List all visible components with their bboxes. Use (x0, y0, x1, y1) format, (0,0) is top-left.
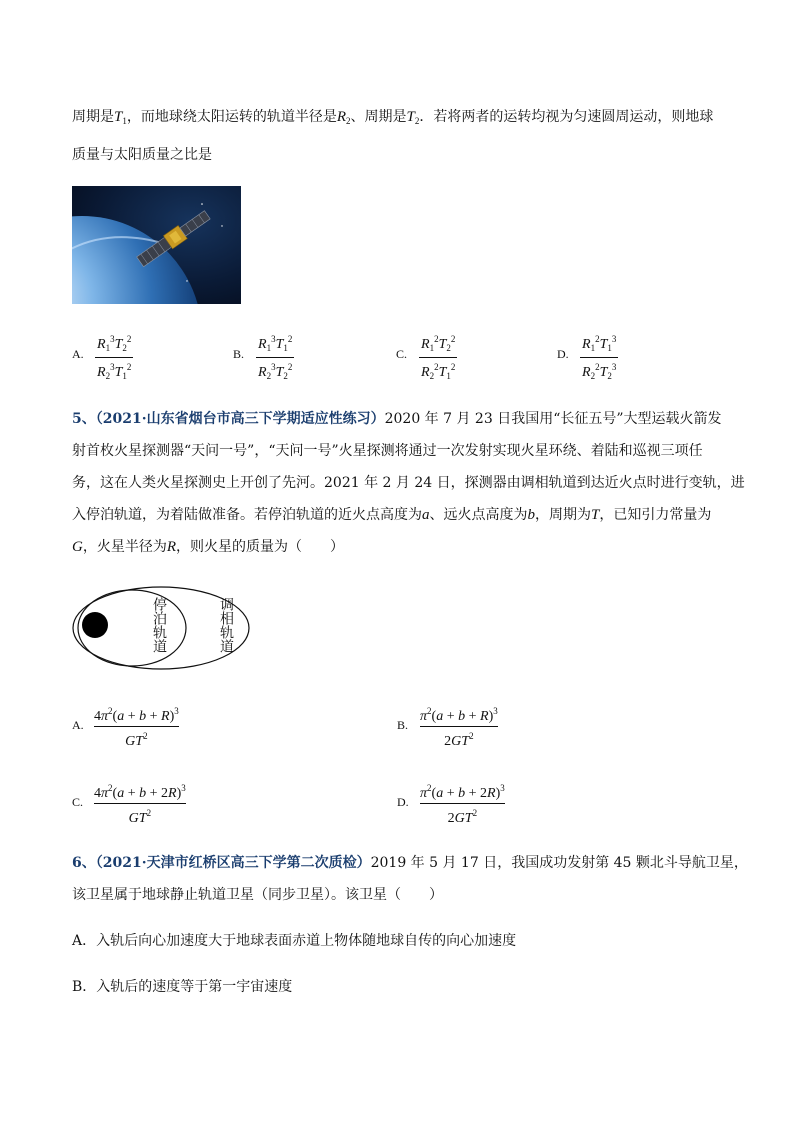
intro-text: 周期是 (72, 109, 114, 125)
q6-option-b: B．入轨后的速度等于第一宇宙速度 (72, 979, 293, 995)
denominator: $R_2^3T_2^2$ (258, 362, 293, 381)
q4-option-b-formula (256, 331, 294, 384)
q5-text: 、远火点高度为 (429, 507, 528, 523)
sub-1: 1 (122, 116, 127, 126)
numerator: $\pi^2(a + b + R)^3$ (420, 706, 498, 724)
satellite-earth-image (72, 186, 241, 304)
q5-option-d-label: D. (397, 795, 409, 809)
fraction-bar (256, 357, 294, 358)
q5-text: ，火星半径为 (82, 539, 167, 555)
var-T: T (406, 109, 415, 125)
var-T: T (114, 109, 123, 125)
intro-line-1 (72, 106, 713, 126)
q5-line-4 (72, 504, 711, 524)
numerator: $R_1^2T_1^3$ (582, 334, 617, 353)
denominator: $GT^2$ (128, 808, 152, 826)
q6-text: 2019 年 5 月 17 日，我国成功发射第 45 颗北斗导航卫星， (370, 855, 748, 871)
q4-option-d-formula (580, 331, 618, 384)
sub-2: 2 (346, 116, 351, 126)
numerator: $R_1^2T_2^2$ (421, 334, 456, 353)
denominator: $R_2^3T_1^2$ (97, 362, 132, 381)
q6-heading: 6、（2021·天津市红桥区高三下学第二次质检） (72, 855, 371, 871)
fraction-bar (95, 357, 133, 358)
fraction-bar (420, 803, 505, 804)
var-T: T (591, 507, 600, 523)
q5-option-c-formula (94, 780, 186, 827)
q6-line-1 (72, 852, 748, 872)
q4-option-d-label: D. (557, 347, 569, 361)
q5-option-b-formula (420, 703, 498, 750)
q5-line-3: 务，这在人类火星探测史上开创了先河。2021 年 2 月 24 日，探测器由调相轨道到达近火点时进行变轨，进 (72, 475, 745, 491)
var-a: a (422, 507, 430, 523)
var-b: b (527, 507, 535, 523)
fraction-bar (419, 357, 457, 358)
q5-line-5 (72, 536, 344, 556)
q4-option-b-label: B. (233, 347, 245, 361)
fraction-bar (420, 726, 498, 727)
fraction-bar (94, 726, 179, 727)
q4-option-a-formula (95, 331, 133, 384)
fraction-bar (94, 803, 186, 804)
q5-option-a-label: A. (72, 718, 84, 732)
q5-option-b-label: B. (397, 718, 409, 732)
q5-text: ，周期为 (535, 507, 591, 523)
var-R: R (166, 539, 177, 555)
q4-option-c-label: C. (396, 347, 408, 361)
numerator: $R_1^3T_2^2$ (97, 334, 132, 353)
denominator: $2GT^2$ (444, 731, 474, 749)
q5-text: ，则火星的质量为（ ） (176, 539, 345, 555)
q5-option-d-formula (420, 780, 505, 827)
numerator: $\pi^2(a + b + 2R)^3$ (420, 783, 505, 801)
intro-text: 、周期是 (350, 109, 407, 125)
fraction-bar (580, 357, 618, 358)
numerator: $R_1^3T_1^2$ (258, 334, 293, 353)
intro-text: ．若将两者的运转均视为匀速圆周运动，则地球 (419, 109, 714, 125)
parking-orbit-label: 停泊轨道 (151, 597, 167, 653)
intro-text: ，而地球绕太阳运转的轨道半径是 (126, 109, 337, 125)
var-R: R (336, 109, 347, 125)
q6-option-a: A．入轨后向心加速度大于地球表面赤道上物体随地球自传的向心加速度 (72, 933, 517, 949)
q4-option-a-label: A. (72, 347, 84, 361)
transfer-orbit-label: 调相轨道 (218, 597, 234, 653)
q4-option-c-formula (419, 331, 457, 384)
denominator: $2GT^2$ (447, 808, 478, 826)
denominator: $GT^2$ (125, 731, 148, 749)
q5-line-1 (72, 408, 722, 428)
q6-line-2: 该卫星属于地球静止轨道卫星（同步卫星）。该卫星（ ） (72, 887, 443, 903)
q5-text: 2020 年 7 月 23 日我国用“长征五号”大型运载火箭发 (384, 411, 722, 427)
denominator: $R_2^2T_2^3$ (582, 362, 617, 381)
sub-2: 2 (414, 116, 420, 126)
denominator: $R_2^2T_1^2$ (421, 362, 456, 381)
var-G: G (72, 539, 83, 555)
q5-line-2: 射首枚火星探测器“天问一号”，“天问一号”火星探测将通过一次发射实现火星环绕、着陆和巡视三项任 (72, 443, 703, 459)
mars-dot (82, 612, 108, 638)
q5-text: ，已知引力常量为 (599, 507, 712, 523)
q5-text: 入停泊轨道，为着陆做准备。若停泊轨道的近火点高度为 (72, 507, 422, 523)
q5-option-a-formula (94, 703, 179, 750)
q5-heading: 5、（2021·山东省烟台市高三下学期适应性练习） (72, 411, 385, 427)
intro-line-2: 质量与太阳质量之比是 (72, 147, 212, 163)
q5-option-c-label: C. (72, 795, 84, 809)
numerator: $4\pi^2(a + b + R)^3$ (94, 706, 179, 724)
numerator: $4\pi^2(a + b + 2R)^3$ (94, 783, 186, 801)
